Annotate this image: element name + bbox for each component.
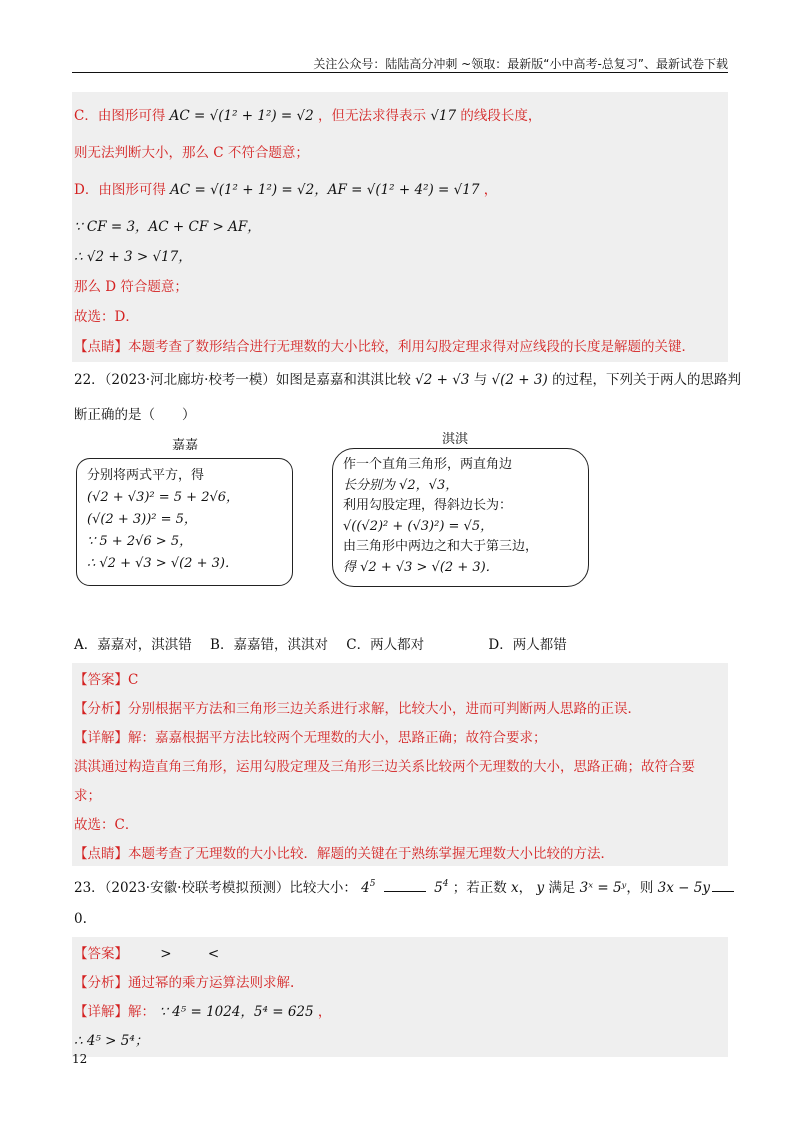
q23-stem-b: ；若正数 — [452, 880, 507, 896]
q23-stem-e: ，则 — [626, 880, 654, 896]
q22-answer: 【答案】C — [74, 672, 139, 688]
q21-d-formula: AC = √(1² + 1²) = √2，AF = √(1² + 4²) = √17 — [170, 182, 480, 198]
fig-right-title: 淇淇 — [442, 432, 469, 447]
q23-var-y: y — [536, 880, 545, 896]
q21-choose: 故选：D． — [74, 309, 139, 325]
q23-var-x: x — [511, 880, 519, 896]
q23-solution-block — [72, 937, 728, 1057]
qiqi-line-2: 长分别为 √2，√3， — [343, 477, 459, 493]
q22-solution-block — [72, 663, 728, 866]
q21-c-formula: AC = √(1² + 1²) = √2 — [169, 108, 314, 124]
q22-stem-c: 与 — [473, 372, 488, 388]
q22-detail-2: 淇淇通过构造直角三角形，运用勾股定理及三角形三边关系比较两个无理数的大小，思路正确；故符合要 — [74, 759, 695, 775]
q22-options — [72, 630, 728, 663]
q22-stem-a: 22．（2023·河北廊坊·校考一模）如图是嘉嘉和淇淇比较 — [74, 372, 411, 388]
q22-stem-expr1: √2 + √3 — [415, 372, 470, 388]
jiajia-line-2: (√2 + √3)² = 5 + 2√6， — [87, 490, 240, 505]
qiqi-line-1: 作一个直角三角形，两直角边 — [343, 457, 513, 472]
q23-detail-line — [72, 997, 728, 1026]
qiqi-line-4: √((√2)² + (√3)²) = √5， — [343, 518, 494, 534]
q23-base1: 4 — [361, 880, 370, 896]
q23-detail-prefix: 【详解】解： — [74, 1004, 155, 1020]
q23-exp1: 5 — [369, 879, 376, 889]
q23-therefore-line: ∴ 4⁵ > 5⁴； — [74, 1033, 149, 1049]
jiajia-box — [76, 458, 293, 586]
page-content — [72, 92, 742, 1057]
q22-option-a: A．嘉嘉对，淇淇错 — [74, 637, 192, 653]
q23-stem-d: 满足 — [548, 880, 576, 896]
q22-option-d: D．两人都错 — [488, 637, 567, 653]
q21-comment: 【点睛】本题考查了数形结合进行无理数的大小比较，利用勾股定理求得对应线段的长度是解题的关键． — [74, 339, 695, 355]
qiqi-line-3: 利用勾股定理，得斜边长为： — [343, 498, 513, 513]
q22-stem-expr2: √(2 + 3) — [491, 372, 548, 388]
q21-option-c-line — [72, 92, 728, 138]
q22-stem-line1 — [72, 362, 742, 395]
q22-option-c: C．两人都对 — [346, 637, 425, 653]
jiajia-line-4: ∵ 5 + 2√6 > 5， — [87, 534, 193, 549]
q22-analysis: 【分析】分别根据平方法和三角形三边关系进行求解，比较大小，进而可判断两人思路的正误． — [74, 701, 641, 717]
q23-stem-line2: 0. — [74, 911, 87, 927]
q23-detail-formula: ∵ 4⁵ = 1024，5⁴ = 625 — [159, 1004, 314, 1020]
q23-blank-2 — [712, 879, 734, 892]
q21-c-conclusion: 则无法判断大小，那么 C 不符合题意； — [74, 145, 309, 161]
q21-d-prefix: D．由图形可得 — [74, 182, 166, 198]
q23-answer-line — [72, 937, 728, 968]
q21-d-suffix: ， — [483, 182, 498, 198]
q22-choose: 故选：C． — [74, 817, 139, 833]
q22-figure — [72, 434, 728, 624]
q21-c-mid: ，但无法求得表示 — [318, 108, 427, 124]
q22-detail-3: 求； — [74, 788, 101, 804]
jiajia-line-3: (√(2 + 3))² = 5， — [87, 512, 197, 527]
page-header: 关注公众号：陆陆高分冲刺 ~领取：最新版“小中高考-总复习”、最新试卷下载 — [313, 57, 728, 71]
q23-analysis: 【分析】通过幂的乘方运算法则求解. — [74, 975, 295, 991]
q21-therefore-line: ∴ √2 + 3 > √17， — [74, 249, 192, 265]
q21-because-line: ∵ CF = 3，AC + CF > AF， — [74, 219, 261, 235]
q22-stem-line2: 断正确的是（ ） — [74, 407, 196, 423]
q23-answer-2: < — [207, 946, 220, 962]
q21-option-d-line — [72, 175, 728, 212]
q21-solution-block — [72, 92, 728, 362]
q23-condition: 3ˣ = 5ʸ — [579, 880, 627, 896]
header-rule — [72, 72, 728, 73]
q21-c-suffix: 的线段长度， — [460, 108, 542, 124]
q23-detail-suffix: ， — [317, 1004, 332, 1020]
q23-base2: 5 — [434, 880, 443, 896]
q23-answer-1: > — [160, 946, 172, 962]
q22-comment: 【点睛】本题考查了无理数的大小比较．解题的关键在于熟练掌握无理数大小比较的方法． — [74, 846, 614, 862]
q23-stem-c: ， — [518, 880, 533, 896]
q23-exp2: 4 — [442, 879, 449, 889]
q23-stem-a: 23．（2023·安徽·校联考模拟预测）比较大小： — [74, 880, 357, 896]
q23-blank-1 — [384, 879, 426, 892]
jiajia-line-1: 分别将两式平方，得 — [87, 468, 205, 483]
jiajia-line-5: ∴ √2 + √3 > √(2 + 3)． — [87, 556, 238, 571]
q21-c-sqrt17: √17 — [430, 108, 457, 124]
qiqi-line-5: 由三角形中两边之和大于第三边， — [343, 539, 539, 554]
fig-left-title: 嘉嘉 — [172, 438, 199, 453]
qiqi-line-6: 得 √2 + √3 > √(2 + 3)． — [343, 559, 499, 575]
q23-expression: 3x − 5y — [657, 880, 710, 896]
q21-d-conclusion: 那么 D 符合题意； — [74, 279, 188, 295]
q22-option-b: B．嘉嘉错，淇淇对 — [210, 637, 328, 653]
q23-stem-line1 — [72, 866, 728, 903]
q23-answer-label: 【答案】 — [74, 946, 128, 962]
q22-detail-1: 【详解】解：嘉嘉根据平方法比较两个无理数的大小，思路正确；故符合要求； — [74, 730, 547, 746]
qiqi-box — [332, 448, 589, 587]
page-number: 12 — [72, 1052, 88, 1066]
q22-stem-e: 的过程，下列关于两人的思路判 — [552, 372, 742, 388]
q21-c-prefix: C．由图形可得 — [74, 108, 166, 124]
